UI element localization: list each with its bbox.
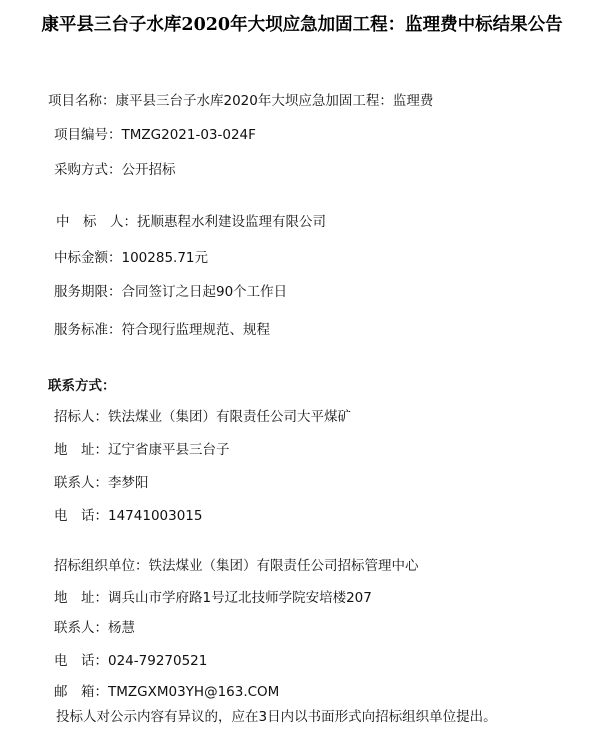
agency-label: 招标组织单位： bbox=[54, 558, 149, 574]
winning-bidder-row bbox=[56, 213, 326, 231]
agency-contact-row bbox=[54, 619, 135, 637]
agency-address-row bbox=[54, 589, 372, 607]
agency-email-row bbox=[54, 683, 279, 701]
service-standard-row bbox=[54, 321, 270, 339]
service-period-label: 服务期限： bbox=[54, 284, 122, 300]
tenderer-label: 招标人： bbox=[54, 409, 108, 425]
agency-phone-label: 电 话： bbox=[54, 653, 108, 669]
agency-contact-value: 杨慧 bbox=[108, 620, 135, 636]
service-standard-value: 符合现行监理规范、规程 bbox=[121, 322, 270, 338]
tenderer-address-value: 辽宁省康平县三台子 bbox=[108, 442, 230, 458]
project-name-label: 项目名称： bbox=[48, 93, 116, 109]
service-period-value: 合同签订之日起90个工作日 bbox=[121, 284, 288, 300]
contact-heading: 联系方式： bbox=[48, 378, 116, 394]
procurement-method-value: 公开招标 bbox=[121, 162, 176, 178]
service-standard-label: 服务标准： bbox=[54, 322, 122, 338]
winning-bidder-value: 抚顺惠程水利建设监理有限公司 bbox=[137, 214, 326, 230]
project-number-label: 项目编号： bbox=[54, 127, 122, 143]
project-number-value: TMZG2021-03-024F bbox=[121, 127, 256, 143]
winning-amount-label: 中标金额： bbox=[54, 250, 122, 266]
tenderer-phone-label: 电 话： bbox=[54, 508, 108, 524]
agency-address-label: 地 址： bbox=[54, 590, 108, 606]
agency-address-value: 调兵山市学府路1号辽北技师学院安培楼207 bbox=[108, 590, 372, 606]
winning-bidder-label: 中 标 人： bbox=[56, 214, 137, 230]
winning-amount-value: 100285.71元 bbox=[121, 250, 209, 266]
tenderer-value: 铁法煤业（集团）有限责任公司大平煤矿 bbox=[108, 409, 351, 425]
service-period-row bbox=[54, 283, 287, 301]
tenderer-phone-row bbox=[54, 507, 202, 525]
project-name-value: 康平县三台子水库2020年大坝应急加固工程：监理费 bbox=[115, 93, 434, 109]
tenderer-address-row bbox=[54, 441, 230, 459]
tenderer-phone-value: 14741003015 bbox=[108, 508, 203, 524]
project-name-row bbox=[48, 92, 433, 110]
agency-contact-label: 联系人： bbox=[54, 620, 108, 636]
tenderer-contact-value: 李梦阳 bbox=[108, 475, 149, 491]
agency-phone-value: 024-79270521 bbox=[108, 653, 208, 669]
procurement-method-row bbox=[54, 161, 176, 179]
tenderer-contact-label: 联系人： bbox=[54, 475, 108, 491]
procurement-method-label: 采购方式： bbox=[54, 162, 122, 178]
agency-email-label: 邮 箱： bbox=[54, 684, 108, 700]
winning-amount-row bbox=[54, 249, 208, 267]
project-number-row bbox=[54, 126, 256, 144]
tenderer-row bbox=[54, 408, 351, 426]
agency-email-link[interactable]: TMZGXM03YH@163.COM bbox=[108, 684, 280, 700]
agency-phone-row bbox=[54, 652, 207, 670]
agency-row bbox=[54, 557, 419, 575]
objection-notice: 投标人对公示内容有异议的，应在3日内以书面形式向招标组织单位提出。 bbox=[56, 709, 497, 725]
tenderer-address-label: 地 址： bbox=[54, 442, 108, 458]
tenderer-contact-row bbox=[54, 474, 149, 492]
agency-value: 铁法煤业（集团）有限责任公司招标管理中心 bbox=[148, 558, 419, 574]
announcement-title: 康平县三台子水库2020年大坝应急加固工程：监理费中标结果公告 bbox=[41, 15, 563, 35]
